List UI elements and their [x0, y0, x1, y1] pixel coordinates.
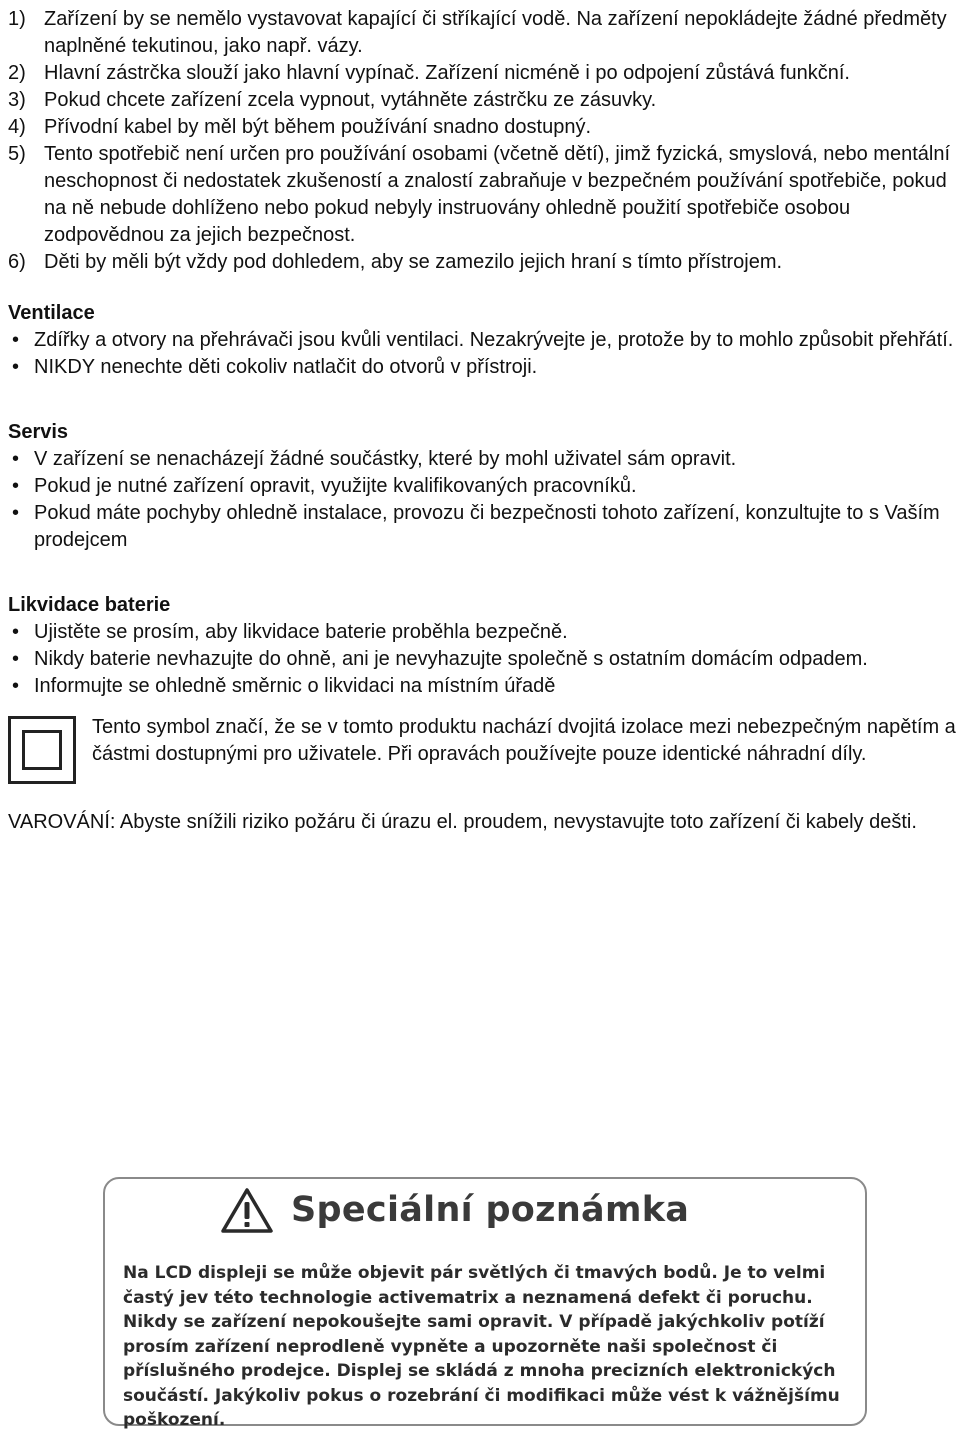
list-item	[8, 673, 956, 700]
item-text: Nikdy baterie nevhazujte do ohně, ani je nevyhazujte společně s ostatním domácím odpadem.	[34, 648, 868, 670]
item-text: Informujte se ohledně směrnic o likvidaci na místním úřadě	[34, 675, 556, 697]
item-text: V zařízení se nenacházejí žádné součástky, které by mohl uživatel sám opravit.	[34, 448, 737, 470]
list-item	[8, 500, 956, 554]
item-text: Zařízení by se nemělo vystavovat kapající či stříkající vodě. Na zařízení nepokládejte žádné předměty naplněné tekutinou, jako např. vázy.	[44, 8, 947, 57]
item-text: Ujistěte se prosím, aby likvidace baterie proběhla bezpečně.	[34, 621, 568, 643]
service-section	[8, 419, 956, 554]
list-item	[8, 446, 956, 473]
list-item	[8, 327, 956, 354]
item-text: NIKDY nenechte děti cokoliv natlačit do otvorů v přístroji.	[34, 356, 538, 378]
list-item	[8, 87, 956, 114]
list-item	[8, 646, 956, 673]
list-item	[8, 619, 956, 646]
bullet-list	[8, 327, 956, 381]
section-heading: Servis	[8, 421, 69, 443]
item-text: Přívodní kabel by měl být během používání snadno dostupný.	[44, 116, 592, 138]
list-item	[8, 114, 956, 141]
list-item	[8, 249, 956, 276]
item-number: 5)	[8, 143, 26, 165]
item-number: 1)	[8, 8, 26, 30]
item-number: 2)	[8, 62, 26, 84]
bullet-icon: •	[12, 621, 20, 643]
double-square-icon	[8, 716, 76, 784]
item-text: Pokud máte pochyby ohledně instalace, provozu či bezpečnosti tohoto zařízení, konzultujte to s Vaším prodejcem	[34, 502, 940, 551]
list-item	[8, 6, 956, 60]
item-number: 3)	[8, 89, 26, 111]
special-note-title: Speciální poznámka	[291, 1190, 690, 1230]
ventilation-section	[8, 300, 956, 381]
item-text: Děti by měli být vždy pod dohledem, aby se zamezilo jejich hraní s tímto přístrojem.	[44, 251, 783, 273]
list-item	[8, 141, 956, 249]
list-item	[8, 354, 956, 381]
bullet-icon: •	[12, 648, 20, 670]
item-number: 6)	[8, 251, 26, 273]
item-text: Pokud je nutné zařízení opravit, využijte kvalifikovaných pracovníků.	[34, 475, 637, 497]
special-note-box	[103, 1177, 867, 1430]
special-note-header	[221, 1187, 689, 1233]
item-text: Tento spotřebič není určen pro používání osobami (včetně dětí), jimž fyzická, smyslová, nebo mentální neschopnost či nedostatek zkušeností a znalostí zabraňuje v bezpečném používání spotřebiče, pokud na ně nebude dohlíženo nebo pokud nebyly instruovány ohledně použití spotřebiče osobou zodpovědnou za jejich bezpečnost.	[44, 143, 950, 246]
safety-list	[8, 6, 956, 276]
symbol-description: Tento symbol značí, že se v tomto produktu nachází dvojitá izolace mezi nebezpečným napětím a částmi dostupnými pro uživatele. Při opravách používejte pouze identické náhradní díly.	[92, 716, 956, 765]
bullet-icon: •	[12, 329, 20, 351]
battery-disposal-section	[8, 592, 956, 700]
section-heading: Ventilace	[8, 302, 95, 324]
list-item	[8, 60, 956, 87]
bullet-icon: •	[12, 448, 20, 470]
item-text: Pokud chcete zařízení zcela vypnout, vytáhněte zástrčku ze zásuvky.	[44, 89, 657, 111]
item-text: Hlavní zástrčka slouží jako hlavní vypínač. Zařízení nicméně i po odpojení zůstává funkční.	[44, 62, 850, 84]
bullet-icon: •	[12, 356, 20, 378]
section-heading: Likvidace baterie	[8, 594, 171, 616]
warning-triangle-icon	[221, 1187, 273, 1233]
double-insulation-note	[8, 714, 956, 784]
bullet-list	[8, 446, 956, 554]
item-number: 4)	[8, 116, 26, 138]
item-text: Zdířky a otvory na přehrávači jsou kvůli ventilaci. Nezakrývejte je, protože by to mohlo způsobit přehřátí.	[34, 329, 954, 351]
bullet-icon: •	[12, 502, 20, 524]
bullet-icon: •	[12, 475, 20, 497]
document-page	[8, 6, 956, 836]
special-note-body: Na LCD displeji se může objevit pár světlých či tmavých bodů. Je to velmi častý jev této technologie activematrix a neznamená defekt či poruchu. Nikdy se zařízení nepokoušejte sami opravit. V případě jakýchkoliv potíží prosím zařízení neprodleně vypněte a upozorněte naši společnost či příslušného prodejce. Displej se skládá z mnoha precizních elektronických součástí. Jakýkoliv pokus o rozebrání či modifikaci může vést k vážnějšímu poškození.	[123, 1263, 840, 1430]
bullet-list	[8, 619, 956, 700]
warning-text: VAROVÁNÍ: Abyste snížili riziko požáru či úrazu el. proudem, nevystavujte toto zařízení či kabely dešti.	[8, 811, 917, 833]
list-item	[8, 473, 956, 500]
bullet-icon: •	[12, 675, 20, 697]
